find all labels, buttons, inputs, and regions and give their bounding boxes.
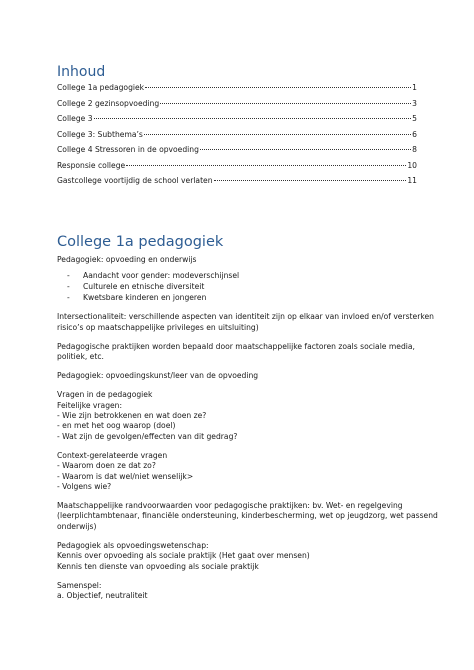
questions-paragraph: Vragen in de pedagogiek Feitelijke vragen: - Wie zijn betrokkenen en wat doen ze? - en met het oog waarop (doel) - Wat zijn de gevolgen/effecten van dit gedrag? (57, 390, 238, 441)
toc-entry-page: 6 (412, 129, 417, 139)
toc-entry-title: Responsie college (57, 160, 126, 170)
toc-leader-dots (200, 149, 411, 150)
document-page (57, 0, 438, 670)
definition-paragraph: Pedagogiek: opvoedingskunst/leer van de opvoeding (57, 371, 259, 381)
toc-entry[interactable] (57, 161, 417, 177)
toc-entry[interactable] (57, 176, 417, 192)
list-item: - Culturele en etnische diversiteit (67, 281, 205, 291)
toc-entry[interactable] (57, 130, 417, 146)
toc-entry-page: 11 (407, 176, 417, 185)
toc-entry-title: College 3 (57, 114, 93, 123)
toc-entry-page: 8 (412, 145, 417, 154)
practices-paragraph: Pedagogische praktijken worden bepaald door maatschappelijke factoren zoals sociale media, politiek, etc. (57, 341, 415, 362)
toc-leader-dots (94, 118, 412, 119)
toc-entry-page: 1 (412, 83, 417, 92)
toc-leader-dots (160, 103, 411, 104)
bullet-list (57, 271, 419, 303)
toc-entry[interactable] (57, 145, 417, 161)
intro-paragraph: Pedagogiek: opvoeding en onderwijs (57, 255, 197, 264)
science-paragraph: Pedagogiek als opvoedingswetenschap: Kennis over opvoeding als sociale praktijk (Het gaat over mensen) Kennis ten dienste van opvoeding als sociale praktijk (57, 540, 310, 571)
intersectionality-paragraph: Intersectionaliteit: verschillende aspecten van identiteit zijn op elkaar van invloed en/of versterken risico’s op maatschappelijke privileges en uitsluiting) (57, 312, 434, 332)
toc-entry[interactable] (57, 83, 417, 99)
toc-entry-title: College 2 gezinsopvoeding (57, 98, 160, 108)
toc-entry[interactable] (57, 99, 417, 115)
toc-entry-page: 10 (407, 160, 417, 170)
bullet-dash: - (67, 281, 70, 291)
list-item: - Kwetsbare kinderen en jongeren (67, 292, 207, 302)
list-item: - Aandacht voor gender: modeverschijnsel (67, 271, 240, 280)
section-body (57, 255, 438, 610)
toc-title: Inhoud (57, 64, 106, 80)
toc-entry-title: Gastcollege voortijdig de school verlaten (57, 176, 213, 185)
bullet-dash: - (67, 271, 70, 280)
toc-entry[interactable] (57, 114, 417, 130)
toc-leader-dots (214, 180, 407, 181)
toc-leader-dots (144, 134, 411, 135)
toc-entry-page: 3 (412, 98, 417, 108)
toc-entry-page: 5 (412, 114, 417, 123)
context-questions-paragraph: Context-gerelateerde vragen - Waarom doen ze dat zo? - Waarom is dat wel/niet wenselijk> - Volgens wie? (57, 450, 194, 492)
section-heading: College 1a pedagogiek (57, 234, 224, 250)
toc-leader-dots (145, 87, 411, 88)
toc-entry-title: College 4 Stressoren in de opvoeding (57, 145, 199, 154)
toc-entry-title: College 1a pedagogiek (57, 83, 145, 92)
toc-leader-dots (126, 165, 406, 166)
interplay-paragraph: Samenspel: a. Objectief, neutraliteit (57, 580, 148, 601)
toc-entry-title: College 3: Subthema’s (57, 129, 143, 139)
bullet-dash: - (67, 292, 70, 302)
conditions-paragraph: Maatschappelijke randvoorwaarden voor pedagogische praktijken: bv. Wet- en regelgeving (leerplichtambtenaar, financiële ondersteuning, kinderbescherming, wet op jeugdzorg, wet passend onderwijs) (57, 501, 438, 531)
table-of-contents (57, 83, 417, 192)
